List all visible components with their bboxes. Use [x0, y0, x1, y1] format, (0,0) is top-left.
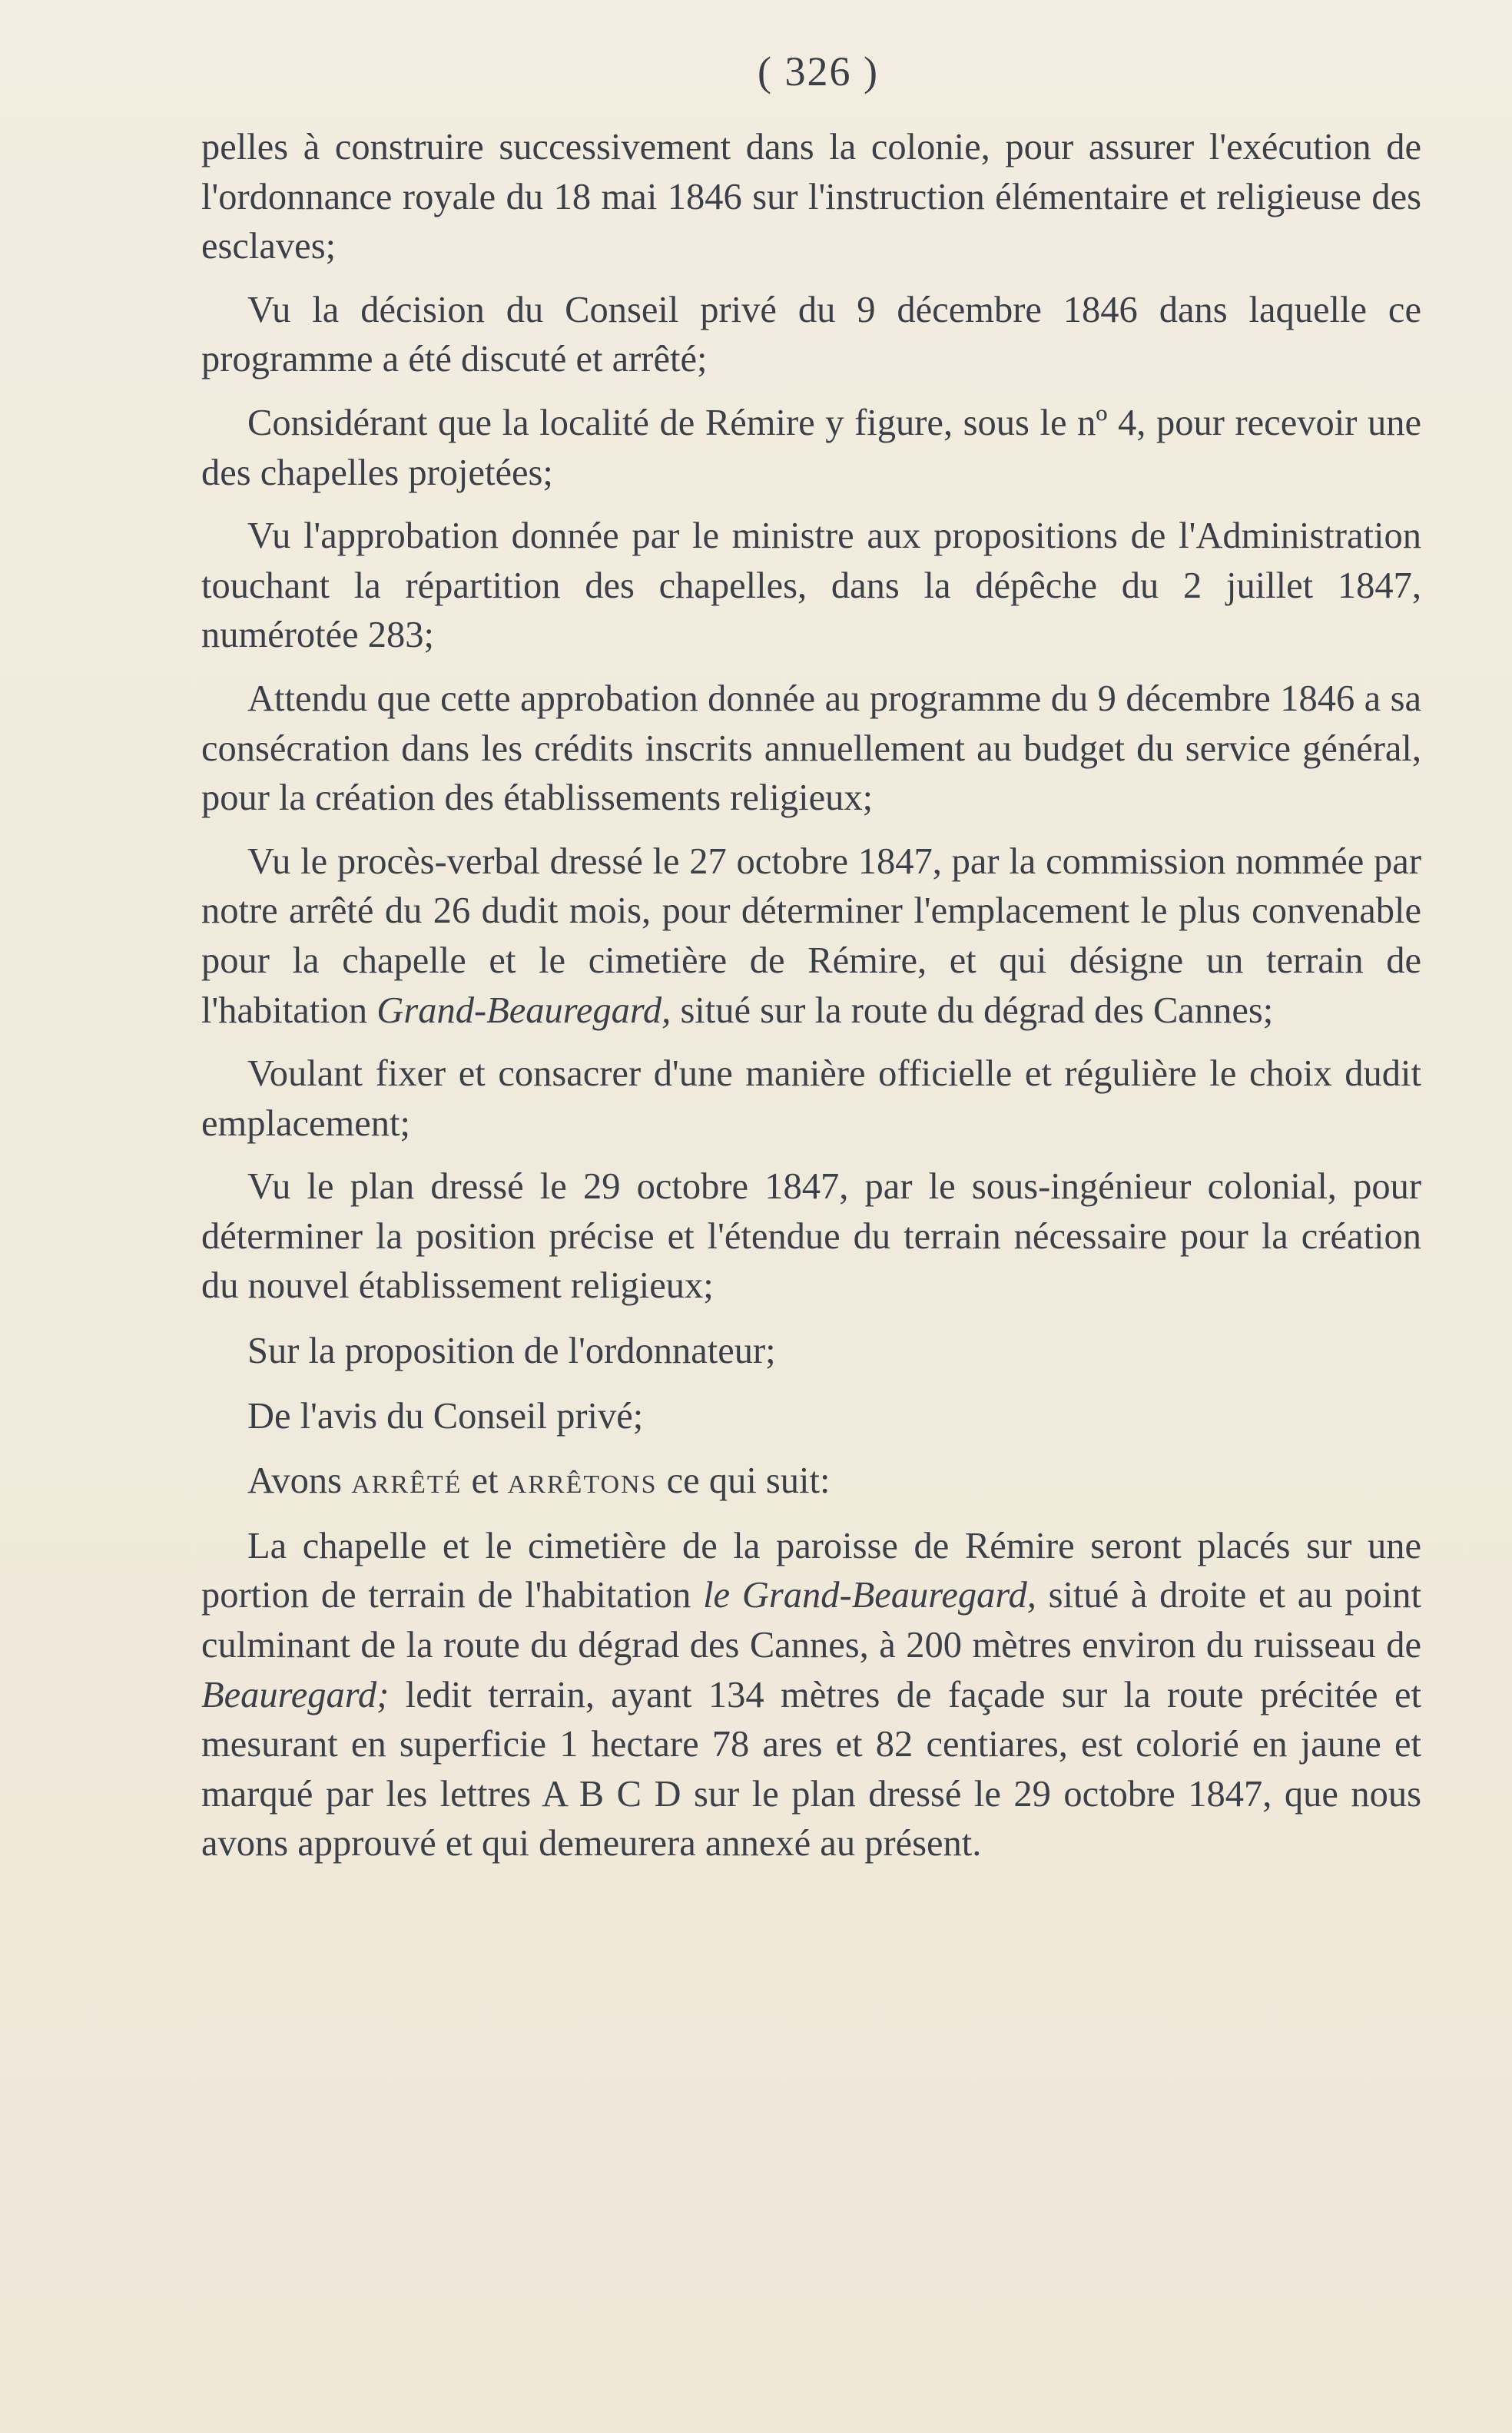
habitation-name: Grand-Beauregard, [376, 989, 671, 1031]
arretons-word: arrêtons [507, 1460, 658, 1502]
paragraph-avis: De l'avis du Conseil privé; [247, 1395, 644, 1437]
arrete-word: arrêté [351, 1460, 463, 1502]
paragraph-decision-conseil: Vu la décision du Conseil privé du 9 décembre 1846 dans laquelle ce programme a été discuté et arrêté; [201, 289, 1421, 380]
paragraph-voulant: Voulant fixer et consacrer d'une manière officielle et régulière le choix dudit emplacement; [201, 1053, 1421, 1144]
paragraph-continuation: pelles à construire successivement dans la colonie, pour assurer l'exécution de l'ordonnance royale du 18 mai 1846 sur l'instruction élémentaire et religieuse des esclaves; [201, 127, 1421, 267]
et-word: et [471, 1460, 499, 1502]
article-text-3: ledit terrain, ayant 134 mètres de façade sur la route précitée et mesurant en superficie 1 hectare 78 ares et 82 centiares, est colorié en jaune et marqué par les lettres A B C D sur le plan dressé le 29 octobre 1847, que nous avons approuvé et qui demeurera annexé au présent. [201, 1674, 1421, 1865]
document-body [201, 123, 1421, 1869]
proces-verbal-end: situé sur la route du dégrad des Cannes; [671, 989, 1274, 1031]
paragraph-avons-arrete [201, 1457, 1421, 1507]
ce-qui-suit: ce qui suit: [666, 1460, 831, 1502]
proces-verbal-text: Vu le procès-verbal dressé le 27 octobre 1847, par la commission nommée par notre arrêté du 26 dudit mois, pour déterminer l'emplacement le plus convenable pour la chapelle et le cimetière de Rémire, et qui désigne un terrain de l'habitation [201, 840, 1421, 1031]
paragraph-proposition: Sur la proposition de l'ordonnateur; [247, 1331, 776, 1372]
page-number: ( 326 ) [758, 48, 879, 94]
paragraph-attendu: Attendu que cette approbation donnée au programme du 9 décembre 1846 a sa consécration dans les crédits inscrits annuellement au budget du service général, pour la création des établissements religieux; [201, 678, 1421, 819]
paragraph-proces-verbal [201, 837, 1421, 1036]
avons-word: Avons [247, 1460, 343, 1502]
paragraph-approbation-ministre: Vu l'approbation donnée par le ministre aux propositions de l'Administration touchant la répartition des chapelles, dans la dépêche du 2 juillet 1847, numérotée 283; [201, 515, 1421, 656]
paragraph-article [201, 1522, 1421, 1869]
paragraph-plan: Vu le plan dressé le 29 octobre 1847, par le sous-ingénieur colonial, pour déterminer la position précise et l'étendue du terrain nécessaire pour la création du nouvel établissement religieux; [201, 1166, 1421, 1307]
article-habitation-name: le Grand-Beauregard, [703, 1575, 1036, 1616]
paragraph-considerant: Considérant que la localité de Rémire y figure, sous le nº 4, pour recevoir une des chapelles projetées; [201, 402, 1421, 493]
article-ruisseau-name: Beauregard; [201, 1674, 390, 1715]
article-text-2: situé à droite et au point culminant de la route du dégrad des Cannes, à 200 mètres environ du ruisseau de [201, 1575, 1421, 1666]
article-text-1: La chapelle et le cimetière de la paroisse de Rémire seront placés sur une portion de terrain de l'habitation [201, 1525, 1421, 1616]
